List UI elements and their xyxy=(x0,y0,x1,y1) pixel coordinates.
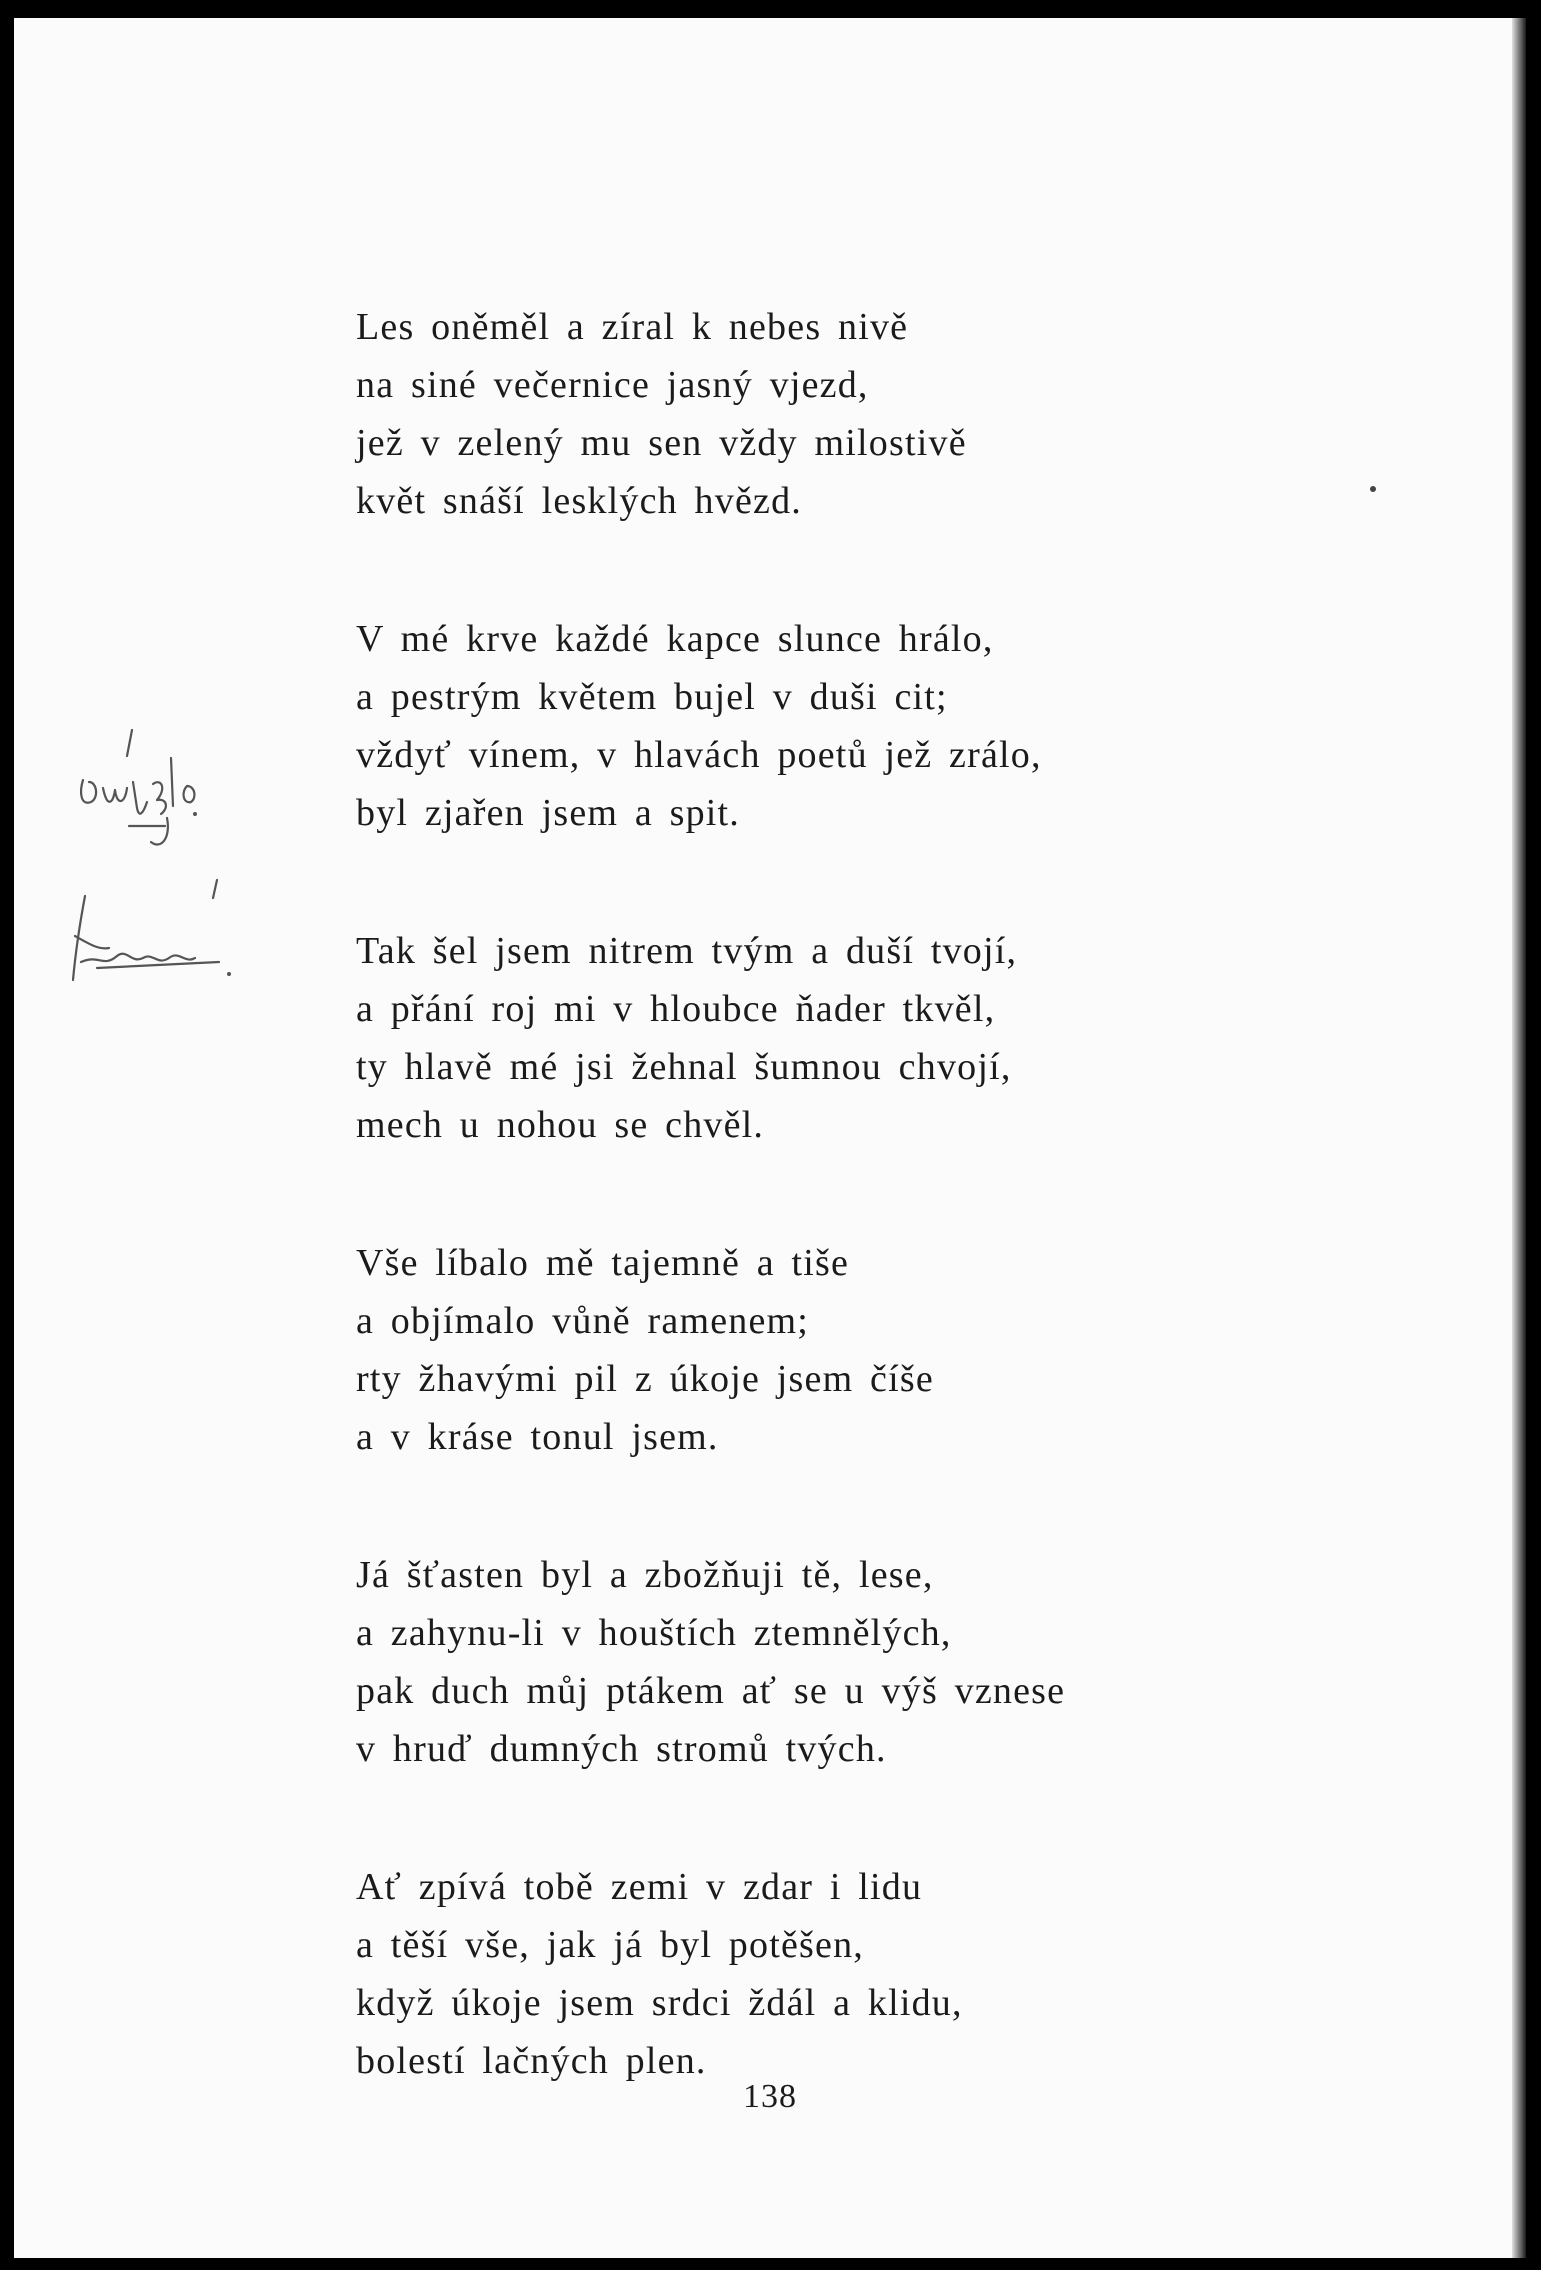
poem-line: květ snáší lesklých hvězd. xyxy=(356,480,802,522)
stanza xyxy=(356,1546,1256,1778)
poem-line: v hruď dumných stromů tvých. xyxy=(356,1728,887,1770)
poem-line: když úkoje jsem srdci ždál a klidu, xyxy=(356,1982,963,2024)
poem-line: Tak šel jsem nitrem tvým a duší tvojí, xyxy=(356,930,1018,972)
stanza xyxy=(356,298,1256,530)
stanza xyxy=(356,922,1256,1154)
stanza xyxy=(356,610,1256,842)
poem-line: na siné večernice jasný vjezd, xyxy=(356,364,869,406)
poem-line: a zahynu-li v houštích ztemnělých, xyxy=(356,1612,952,1654)
poem-line: a těší vše, jak já byl potěšen, xyxy=(356,1924,864,1966)
poem-line: Les oněměl a zíral k nebes nivě xyxy=(356,306,909,348)
poem-line: mech u nohou se chvěl. xyxy=(356,1104,765,1146)
book-page xyxy=(14,18,1526,2258)
poem-line: V mé krve každé kapce slunce hrálo, xyxy=(356,618,994,660)
poem-line: Já šťasten byl a zbožňuji tě, lese, xyxy=(356,1554,934,1596)
poem-line: bolestí lačných plen. xyxy=(356,2040,707,2082)
poem-line: pak duch můj ptákem ať se u výš vznese xyxy=(356,1670,1066,1712)
poem-line: a přání roj mi v hloubce ňader tkvěl, xyxy=(356,988,996,1030)
poem xyxy=(356,298,1256,2170)
poem-line: jež v zelený mu sen vždy milostivě xyxy=(356,422,967,464)
poem-line: vždyť vínem, v hlavách poetů jež zrálo, xyxy=(356,734,1042,776)
poem-line: a objímalo vůně ramenem; xyxy=(356,1300,810,1342)
handwritten-margin-note xyxy=(69,718,279,1018)
stanza xyxy=(356,1858,1256,2090)
poem-line: rty žhavými pil z úkoje jsem číše xyxy=(356,1358,934,1400)
poem-line: a v kráse tonul jsem. xyxy=(356,1416,719,1458)
poem-line: a pestrým květem bujel v duši cit; xyxy=(356,676,948,718)
page-number: 138 xyxy=(743,2078,797,2115)
poem-line: Ať zpívá tobě zemi v zdar i lidu xyxy=(356,1866,923,1908)
paper-speck xyxy=(1370,486,1376,492)
poem-line: ty hlavě mé jsi žehnal šumnou chvojí, xyxy=(356,1046,1012,1088)
stanza xyxy=(356,1234,1256,1466)
poem-line: byl zjařen jsem a spit. xyxy=(356,792,741,834)
page-edge-shadow xyxy=(1512,18,1526,2258)
poem-line: Vše líbalo mě tajemně a tiše xyxy=(356,1242,850,1284)
